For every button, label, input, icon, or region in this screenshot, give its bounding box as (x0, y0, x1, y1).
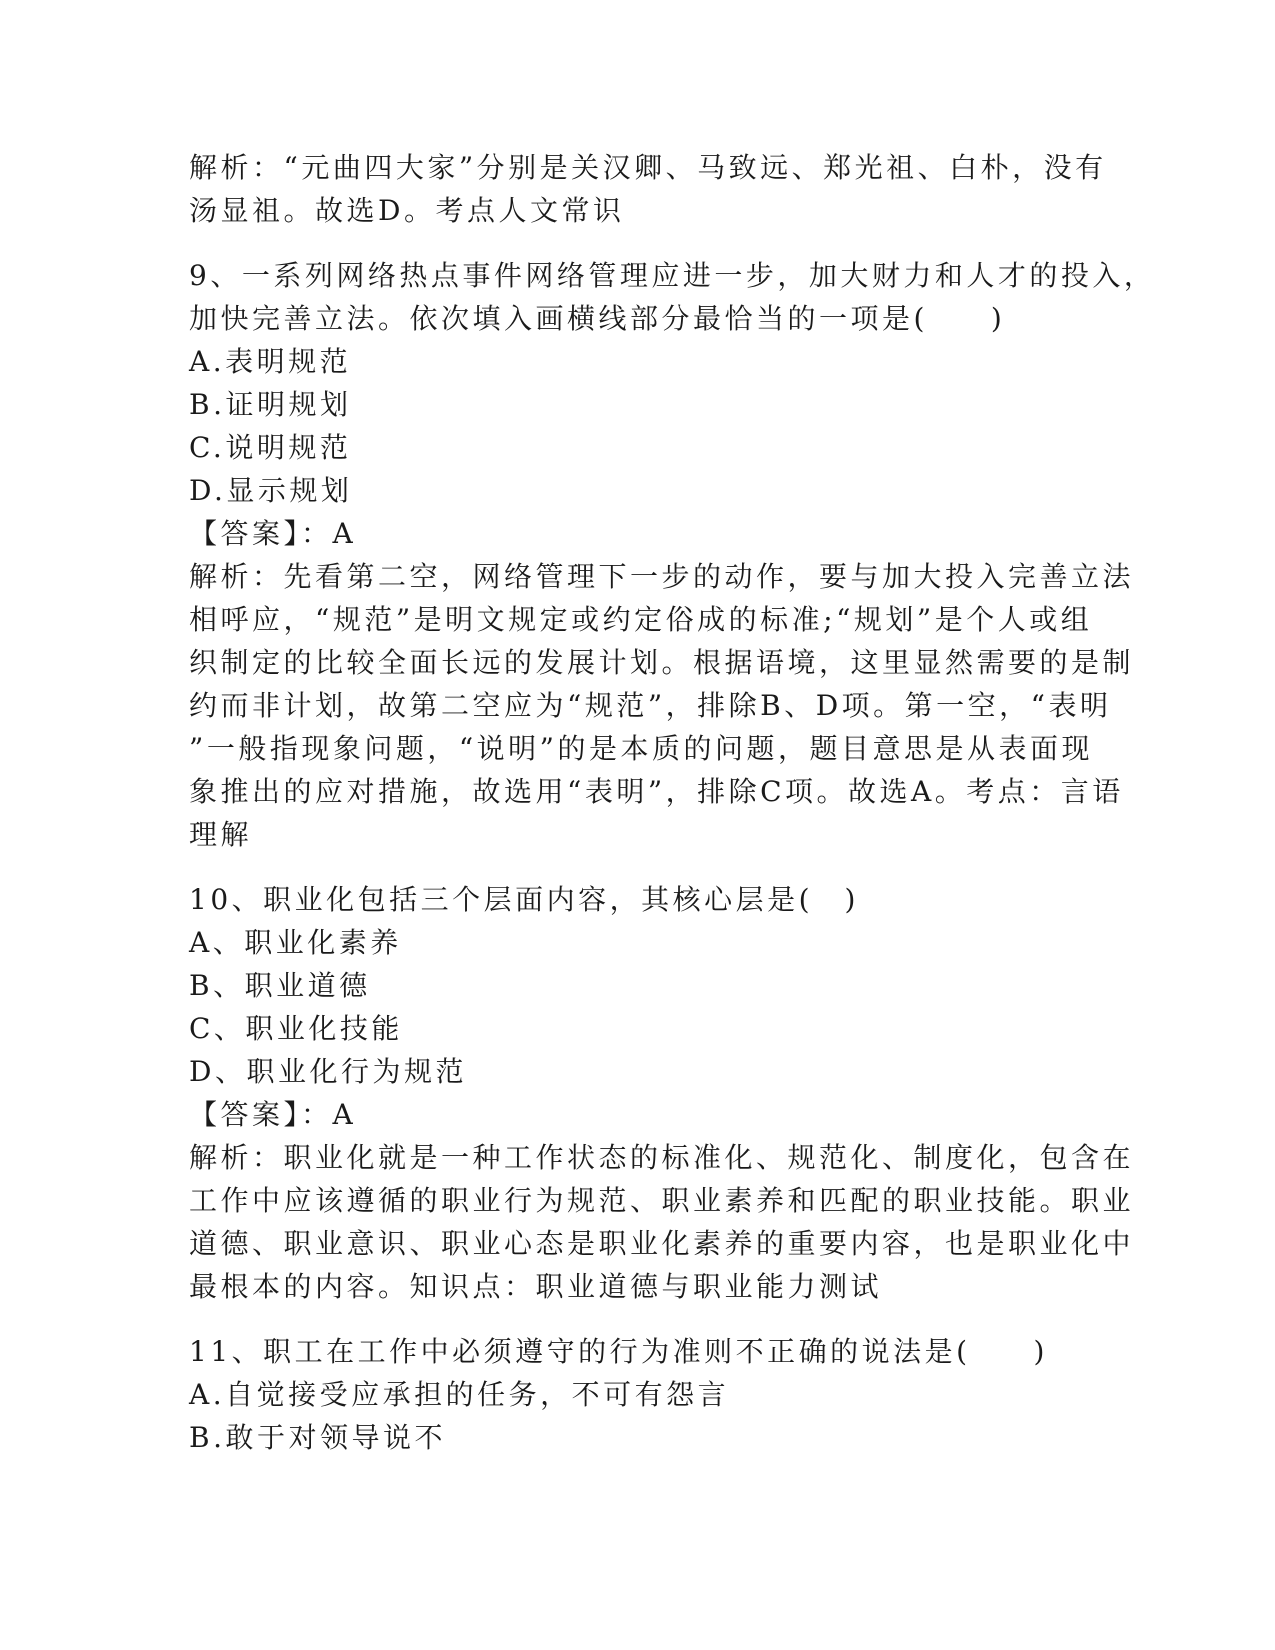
option-b: B、职业道德 (189, 969, 371, 1002)
analysis-line: 最根本的内容。知识点：职业道德与职业能力测试 (189, 1270, 883, 1303)
analysis-line: 约而非计划，故第二空应为“规范”，排除B、D项。第一空，“表明 (189, 689, 1112, 722)
analysis-line: 汤显祖。故选D。考点人文常识 (189, 194, 625, 227)
option-d: D.显示规划 (189, 474, 353, 507)
question-text: 10、职业化包括三个层面内容，其核心层是( ) (189, 883, 859, 916)
analysis-line: 相呼应，“规范”是明文规定或约定俗成的标准;“规划”是个人或组 (189, 603, 1093, 636)
option-c: C、职业化技能 (189, 1012, 403, 1045)
option-a: A.表明规范 (189, 345, 352, 378)
option-a: A、职业化素养 (189, 926, 402, 959)
option-a: A.自觉接受应承担的任务，不可有怨言 (189, 1378, 730, 1411)
question-11 (189, 1330, 1089, 1459)
question-text: 9、一系列网络热点事件网络管理应进一步，加大财力和人才的投入， (189, 259, 1156, 292)
analysis-line: ”一般指现象问题，“说明”的是本质的问题，题目意思是从表面现 (189, 732, 1093, 765)
document-page (189, 146, 1156, 1459)
analysis-line: 理解 (189, 818, 253, 851)
question-9 (189, 254, 1156, 856)
analysis-line: 工作中应该遵循的职业行为规范、职业素养和匹配的职业技能。职业 (189, 1184, 1135, 1217)
analysis-line: 解析：“元曲四大家”分别是关汉卿、马致远、郑光祖、白朴，没有 (189, 151, 1107, 184)
question-text: 加快完善立法。依次填入画横线部分最恰当的一项是( ) (189, 302, 1006, 335)
option-d: D、职业化行为规范 (189, 1055, 467, 1088)
question-10 (189, 878, 1135, 1308)
analysis-line: 解析：职业化就是一种工作状态的标准化、规范化、制度化，包含在 (189, 1141, 1135, 1174)
option-b: B.敢于对领导说不 (189, 1421, 446, 1454)
analysis-line: 象推出的应对措施，故选用“表明”，排除C项。故选A。考点：言语 (189, 775, 1124, 808)
option-b: B.证明规划 (189, 388, 352, 421)
q8-analysis-block (189, 146, 1107, 232)
answer-line: 【答案】：A (189, 1098, 357, 1131)
option-c: C.说明规范 (189, 431, 352, 464)
answer-line: 【答案】：A (189, 517, 357, 550)
analysis-line: 织制定的比较全面长远的发展计划。根据语境，这里显然需要的是制 (189, 646, 1135, 679)
analysis-line: 道德、职业意识、职业心态是职业化素养的重要内容，也是职业化中 (189, 1227, 1135, 1260)
analysis-line: 解析：先看第二空，网络管理下一步的动作，要与加大投入完善立法 (189, 560, 1135, 593)
question-text: 11、职工在工作中必须遵守的行为准则不正确的说法是( ) (189, 1335, 1048, 1368)
